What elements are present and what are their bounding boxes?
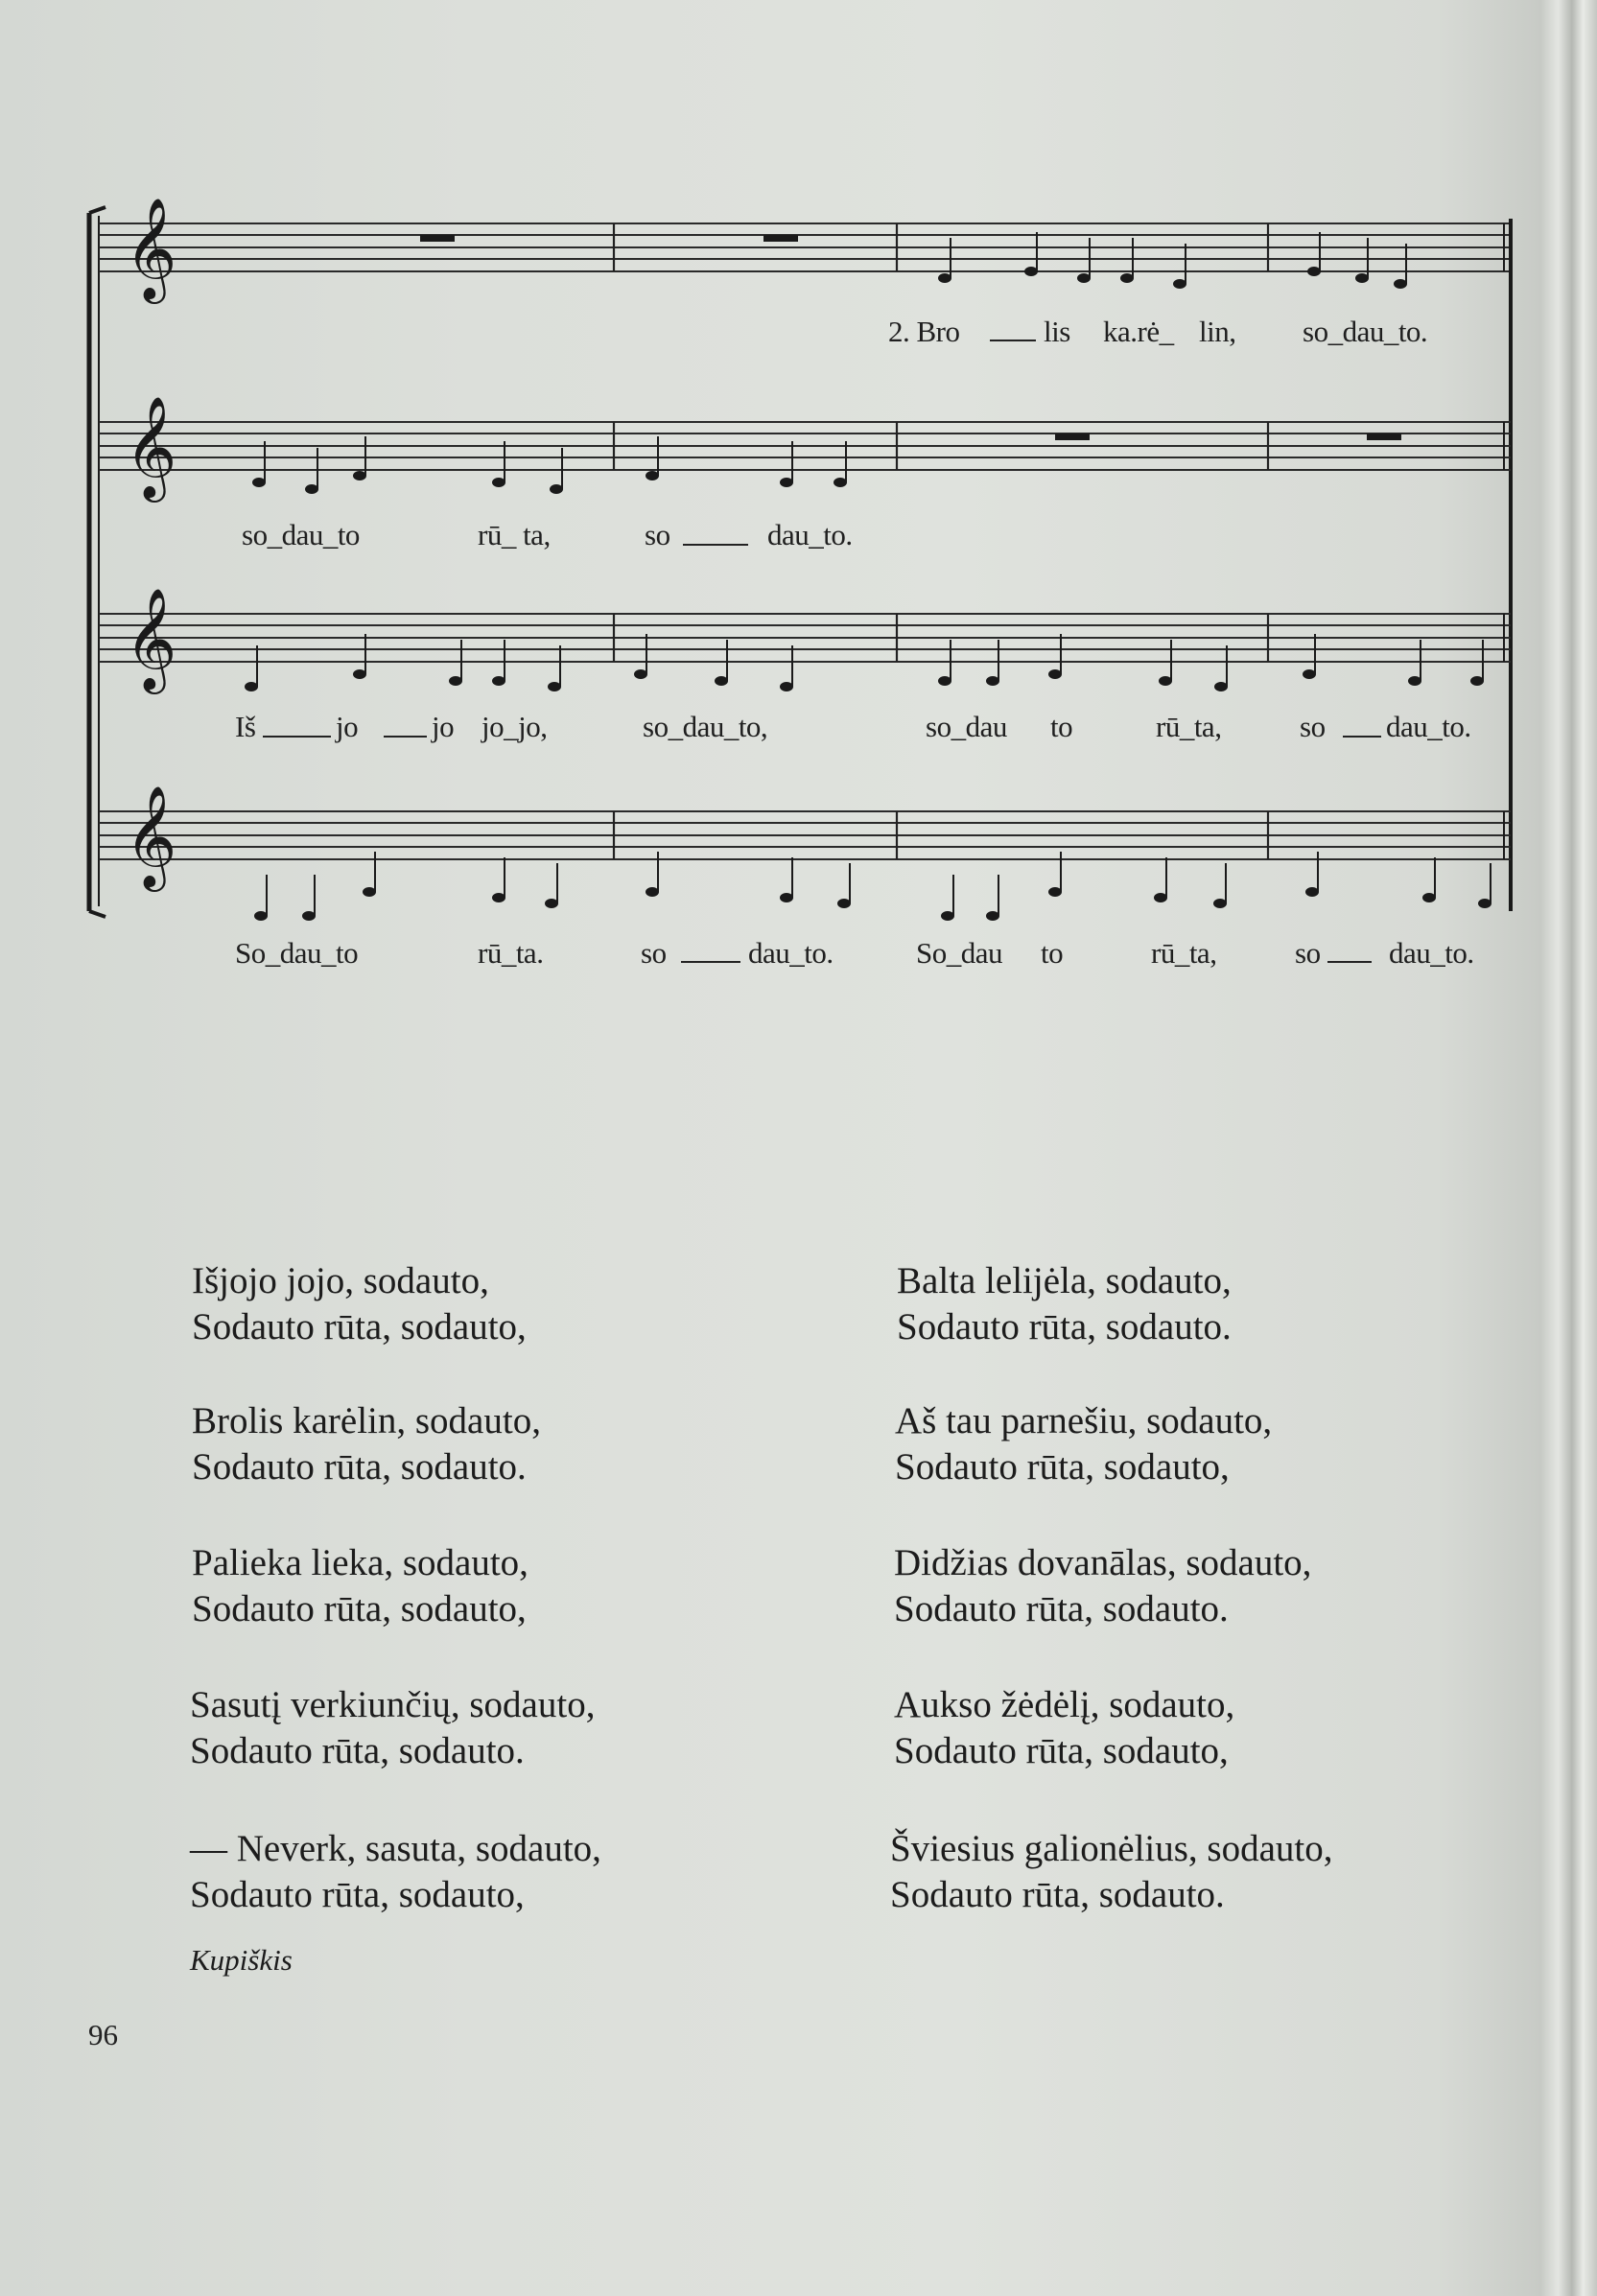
- verse-line: Išjojo jojo, sodauto,: [192, 1260, 489, 1301]
- lyric: so_dau_to.: [1303, 315, 1428, 348]
- whole-rest-icon: [763, 235, 798, 242]
- verse-stanza: [192, 1258, 527, 1350]
- verse-line: Sodauto rūta, sodauto,: [192, 1306, 527, 1347]
- lyric: dau_to.: [1386, 710, 1471, 743]
- lyric: jo: [336, 710, 359, 743]
- whole-rest-icon: [1055, 433, 1090, 440]
- treble-clef-icon: 𝄞: [125, 587, 177, 690]
- verse-line: Didžias dovanālas, sodauto,: [894, 1542, 1312, 1583]
- staff-3: [99, 587, 1511, 694]
- lyric: so: [641, 936, 667, 970]
- lyric: jo: [432, 710, 455, 743]
- verse-line: — Neverk, sasuta, sodauto,: [190, 1828, 601, 1869]
- verse-stanza: [890, 1826, 1333, 1918]
- verse-stanza: [190, 1826, 601, 1918]
- verse-stanza: [895, 1398, 1272, 1490]
- verse-line: Šviesius galionėlius, sodauto,: [890, 1828, 1333, 1869]
- lyric: So_dau_to: [235, 936, 359, 970]
- lyric: jo_jo,: [481, 710, 548, 743]
- lyric: so_dau_to: [242, 518, 360, 551]
- staff-2: [99, 395, 1511, 503]
- verse-stanza: [190, 1682, 595, 1774]
- lyric: rū_ta,: [1156, 710, 1222, 743]
- lyric: so_dau_to,: [643, 710, 768, 743]
- lyric: to: [1041, 936, 1064, 970]
- verse-line: Sodauto rūta, sodauto,: [894, 1730, 1229, 1771]
- lyric: so: [645, 518, 670, 551]
- lyric: rū_ ta,: [478, 518, 551, 551]
- treble-clef-icon: 𝄞: [125, 785, 177, 887]
- verse-stanza: [192, 1398, 541, 1490]
- lyric: dau_to.: [748, 936, 834, 970]
- whole-rest-icon: [420, 235, 455, 242]
- verse-line: Sodauto rūta, sodauto.: [890, 1874, 1225, 1915]
- lyric: ka.rė_: [1103, 315, 1174, 348]
- staff-1: [99, 197, 1511, 911]
- lyric: So_dau: [916, 936, 1002, 970]
- whole-rest-icon: [1367, 433, 1401, 440]
- verse-line: Aukso žėdėlį, sodauto,: [894, 1684, 1235, 1725]
- source-location: Kupiškis: [190, 1943, 293, 1977]
- verse-line: Sodauto rūta, sodauto.: [190, 1730, 525, 1771]
- music-score: [0, 0, 1597, 1007]
- lyric: dau_to.: [767, 518, 853, 551]
- lyric: so: [1295, 936, 1321, 970]
- lyric: dau_to.: [1389, 936, 1474, 970]
- treble-clef-icon: 𝄞: [125, 197, 177, 299]
- lyric: Iš: [235, 710, 256, 743]
- verse-stanza: [192, 1540, 528, 1632]
- verse-stanza: [897, 1258, 1232, 1350]
- verse-line: Sodauto rūta, sodauto.: [897, 1306, 1232, 1347]
- verse-line: Aš tau parnešiu, sodauto,: [895, 1400, 1273, 1441]
- verse-line: Sodauto rūta, sodauto,: [895, 1446, 1230, 1488]
- lyric: lis: [1044, 315, 1070, 348]
- verse-line: Brolis karėlin, sodauto,: [192, 1400, 541, 1441]
- lyric: to: [1050, 710, 1073, 743]
- staff-4: [99, 785, 1511, 921]
- verse-line: Sodauto rūta, sodauto.: [894, 1588, 1229, 1629]
- verse-stanza: [894, 1682, 1234, 1774]
- verse-line: Sasutį verkiunčių, sodauto,: [190, 1684, 596, 1725]
- lyric: so: [1300, 710, 1326, 743]
- lyric: rū_ta,: [1151, 936, 1217, 970]
- verse-line: Sodauto rūta, sodauto,: [190, 1874, 525, 1915]
- lyric: so_dau: [926, 710, 1007, 743]
- lyric: 2. Bro: [888, 315, 960, 348]
- verse-line: Balta lelijėla, sodauto,: [897, 1260, 1232, 1301]
- verse-stanza: [894, 1540, 1311, 1632]
- verse-line: Sodauto rūta, sodauto,: [192, 1588, 527, 1629]
- page-number: 96: [88, 2018, 118, 2051]
- verse-line: Palieka lieka, sodauto,: [192, 1542, 528, 1583]
- verse-line: Sodauto rūta, sodauto.: [192, 1446, 527, 1488]
- lyric: rū_ta.: [478, 936, 544, 970]
- lyric: lin,: [1199, 315, 1236, 348]
- treble-clef-icon: 𝄞: [125, 395, 177, 498]
